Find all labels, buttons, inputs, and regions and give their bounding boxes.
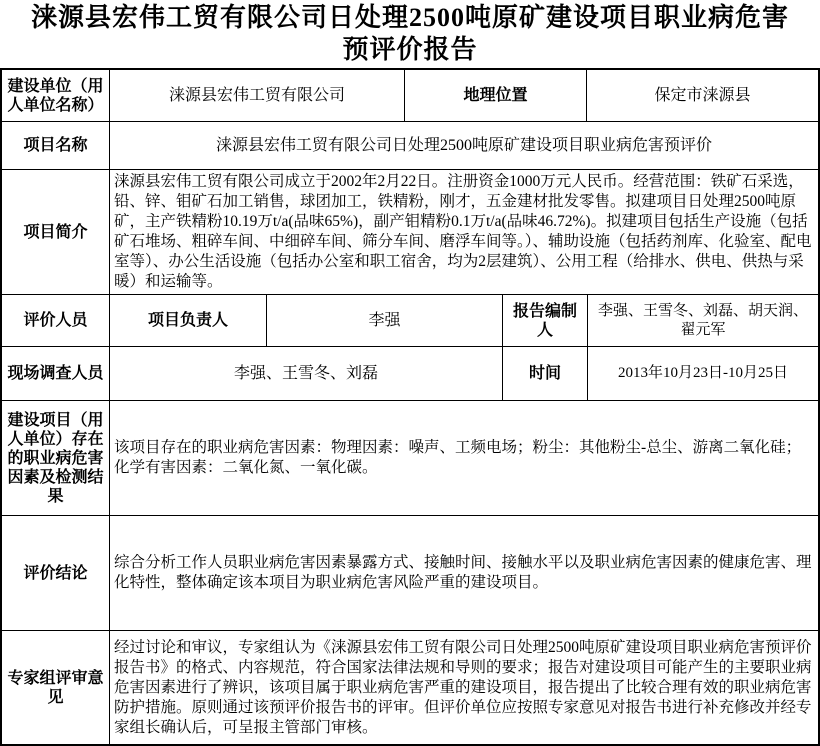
- report-title-line1: 涞源县宏伟工贸有限公司日处理2500吨原矿建设项目职业病危害: [30, 3, 789, 32]
- table-row-conclusion: [2, 516, 818, 631]
- location-value: 保定市涞源县: [587, 70, 818, 122]
- expert-review-text: 经过讨论和审议，专家组认为《涞源县宏伟工贸有限公司日处理2500吨原矿建设项目职业病危害预评价报告书》的格式、内容规范，符合国家法律法规和导则的要求；报告对建设项目可能产生的主要职业病危害因素进行了辨识，该项目属于职业病危害严重的建设项目，报告提出了比较合理有效的职业病危害防护措施。原则通过该预评价报告书的评审。但评价单位应按照专家意见对报告书进行补充修改并经专家组长确认后，可呈报主管部门审核。: [114, 638, 812, 736]
- report-title: [0, 0, 820, 68]
- table-row-expert-review: [2, 631, 818, 744]
- table-row-construction-unit: [2, 70, 818, 122]
- table-row-hazard-factors: [2, 401, 818, 516]
- project-leader-value: 李强: [267, 295, 503, 347]
- table-row-project-name: [2, 122, 818, 170]
- expert-review-value: [110, 631, 818, 744]
- evaluators-label: 评价人员: [2, 295, 110, 347]
- table-row-site-survey: [2, 347, 818, 401]
- construction-unit-label: 建设单位（用人单位名称）: [2, 70, 110, 122]
- hazard-factors-text: 该项目存在的职业病危害因素：物理因素：噪声、工频电场；粉尘：其他粉尘-总尘、游离二氧化硅；化学有害因素：二氧化氮、一氧化碳。: [114, 439, 802, 476]
- project-brief-value: [110, 170, 818, 295]
- conclusion-label: 评价结论: [2, 516, 110, 631]
- table-row-project-brief: [2, 170, 818, 295]
- table-row-evaluators: [2, 295, 818, 347]
- construction-unit-value: 涞源县宏伟工贸有限公司: [110, 70, 405, 122]
- location-label: 地理位置: [405, 70, 587, 122]
- site-survey-label: 现场调查人员: [2, 347, 110, 401]
- project-brief-text: 涞源县宏伟工贸有限公司成立于2002年2月22日。注册资金1000万元人民币。经营范围：铁矿石采选，铅、锌、钼矿石加工销售，球团加工，铁精粉，刚才，五金建材批发零售。拟建项目日处理2500吨原矿，主产铁精粉10.19万t/a(品味65%)，副产钼精粉0.1万t/a(品味46.72%)。拟建项目包括生产设施（包括矿石堆场、粗碎车间、中细碎车间、筛分车间、磨浮车间等。）、辅助设施（包括药剂库、化验室、配电室等）、办公生活设施（包括办公室和职工宿舍，均为2层建筑）、公用工程（给排水、供电、供热与采暖）和运输等。: [114, 173, 812, 290]
- report-table: [0, 68, 820, 746]
- expert-review-label: 专家组评审意见: [2, 631, 110, 744]
- survey-time-value: 2013年10月23日-10月25日: [588, 347, 818, 401]
- project-brief-label: 项目简介: [2, 170, 110, 295]
- project-name-value: 涞源县宏伟工贸有限公司日处理2500吨原矿建设项目职业病危害预评价: [110, 122, 818, 170]
- hazard-factors-label: 建设项目（用人单位）存在的职业病危害因素及检测结果: [2, 401, 110, 516]
- hazard-factors-value: [110, 401, 818, 516]
- report-title-line2: 预评价报告: [342, 35, 478, 64]
- site-survey-value: 李强、王雪冬、刘磊: [110, 347, 503, 401]
- conclusion-text: 综合分析工作人员职业病危害因素暴露方式、接触时间、接触水平以及职业病危害因素的健康危害、理化特性，整体确定该本项目为职业病危害风险严重的建设项目。: [114, 554, 812, 591]
- report-writers-label: 报告编制人: [503, 295, 588, 347]
- survey-time-label: 时间: [503, 347, 588, 401]
- conclusion-value: [110, 516, 818, 631]
- project-leader-label: 项目负责人: [110, 295, 267, 347]
- report-writers-value: 李强、王雪冬、刘磊、胡天润、翟元军: [588, 295, 818, 347]
- project-name-label: 项目名称: [2, 122, 110, 170]
